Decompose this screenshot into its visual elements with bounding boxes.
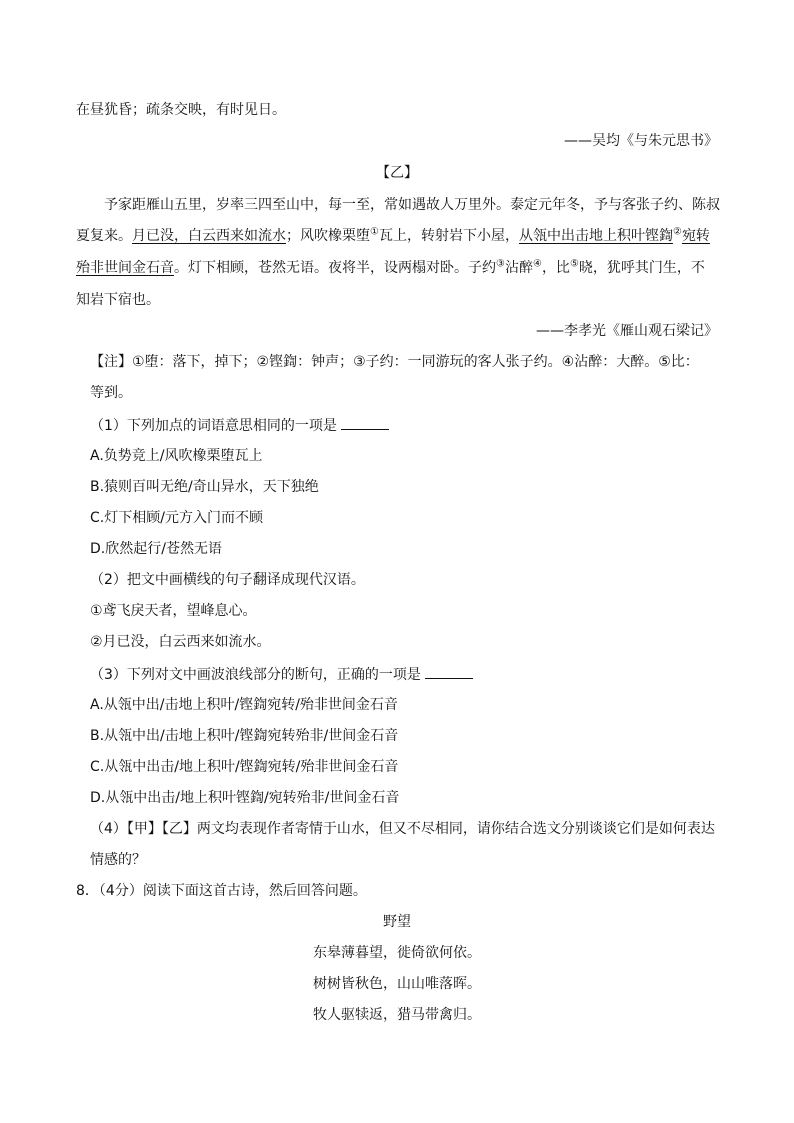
question-1-stem bbox=[90, 415, 389, 435]
question-3-option: D.从瓴中出击/地上积叶铿鍧/宛转殆非/世间金石音 bbox=[90, 790, 400, 806]
wavy-underlined-phrase: 殆非世间金石音 bbox=[76, 260, 174, 276]
note-marker: ③ bbox=[496, 258, 505, 270]
note-marker: ⑤ bbox=[569, 258, 579, 270]
yi-heading: 【乙】 bbox=[376, 165, 418, 181]
yi-paragraph-line-1: 予家距雁山五里，岁率三四至山中，每一至，常如遇故人万里外。泰定元年冬，予与客张子约、陈叔 bbox=[104, 197, 720, 213]
question-1-option: C.灯下相顾/元方入门而不顾 bbox=[90, 510, 263, 526]
note-marker: ① bbox=[370, 226, 379, 238]
question-4-line-1: （4）【甲】【乙】两文均表现作者寄情于山水，但又不尽相同，请你结合选文分别谈谈它们是如何表达 bbox=[90, 821, 715, 837]
poem-line: 树树皆秋色，山山唯落晖。 bbox=[313, 976, 481, 992]
question-3-option: B.从瓴中出/击地上积叶/铿鍧宛转殆非/世间金石音 bbox=[90, 728, 399, 744]
yi-paragraph-line-2 bbox=[76, 226, 710, 246]
yi-paragraph-line-4: 知岩下宿也。 bbox=[76, 292, 160, 308]
note-marker: ④ bbox=[532, 258, 542, 270]
poem-line: 牧人驱犊返，猎马带禽归。 bbox=[313, 1007, 481, 1023]
text-segment: 夏复来。 bbox=[76, 228, 132, 244]
notes-line-1: 【注】①堕：落下，掉下；②铿鍧：钟声；③子约：一同游玩的客人张子约。④沾醉：大醉。⑤比： bbox=[90, 354, 699, 370]
jia-last-line: 在昼犹昏；疏条交映，有时见日。 bbox=[76, 102, 286, 118]
wavy-underlined-phrase: 宛转 bbox=[681, 228, 710, 244]
answer-blank bbox=[341, 415, 389, 430]
poem-line: 东皋薄暮望，徙倚欲何依。 bbox=[313, 945, 481, 961]
question-8-stem: 8．（4分）阅读下面这首古诗，然后回答问题。 bbox=[76, 883, 367, 899]
poem-title: 野望 bbox=[383, 914, 411, 930]
wavy-underlined-phrase: 从瓴中出击地上积叶铿鍧 bbox=[518, 228, 673, 244]
question-3-stem bbox=[90, 664, 473, 684]
text-segment: 沾醉 bbox=[504, 260, 533, 276]
yi-paragraph-line-3 bbox=[76, 258, 705, 278]
notes-line-2 bbox=[90, 383, 132, 403]
text-segment: 瓦上，转射岩下小屋， bbox=[378, 228, 519, 244]
question-2-stem: （2）把文中画横线的句子翻译成现代汉语。 bbox=[90, 572, 365, 588]
question-3-option: A.从瓴中出/击地上积叶/铿鍧宛转/殆非世间金石音 bbox=[90, 697, 398, 713]
question-1-option: D.欣然起行/苍然无语 bbox=[90, 541, 222, 557]
text-segment: （1）下列加点的词语意思相同的一项是 bbox=[90, 418, 337, 434]
question-2-item: ①鸢飞戾天者，望峰息心。 bbox=[90, 603, 257, 619]
text-segment: （3）下列对文中画波浪线部分的断句，正确的一项是 bbox=[90, 667, 421, 683]
text-segment: 。灯下相顾，苍然无语。夜将半，设两榻对卧。子约 bbox=[174, 260, 496, 276]
question-2-item: ②月已没，白云西来如流水。 bbox=[90, 634, 271, 650]
question-1-option: A.负势竞上/风吹橡栗堕瓦上 bbox=[90, 448, 263, 464]
underlined-sentence: 月已没，白云西来如流水 bbox=[132, 228, 286, 244]
text-segment: 晓，犹呼其门生，不 bbox=[578, 260, 705, 276]
question-1-option: B.猿则百叫无绝/奇山异水，天下独绝 bbox=[90, 479, 319, 495]
note-marker: ② bbox=[672, 226, 682, 238]
jia-attribution: ——吴均《与朱元思书》 bbox=[564, 133, 718, 149]
text-segment: 等到。 bbox=[90, 385, 132, 401]
answer-blank bbox=[425, 664, 473, 679]
question-3-option: C.从瓴中出击/地上积叶/铿鍧宛转/殆非世间金石音 bbox=[90, 759, 399, 775]
yi-attribution: ——李孝光《雁山观石梁记》 bbox=[536, 323, 718, 339]
text-segment: ，比 bbox=[541, 260, 570, 276]
question-4-line-2: 情感的？ bbox=[90, 852, 146, 868]
text-segment: ；风吹橡栗堕 bbox=[286, 228, 370, 244]
